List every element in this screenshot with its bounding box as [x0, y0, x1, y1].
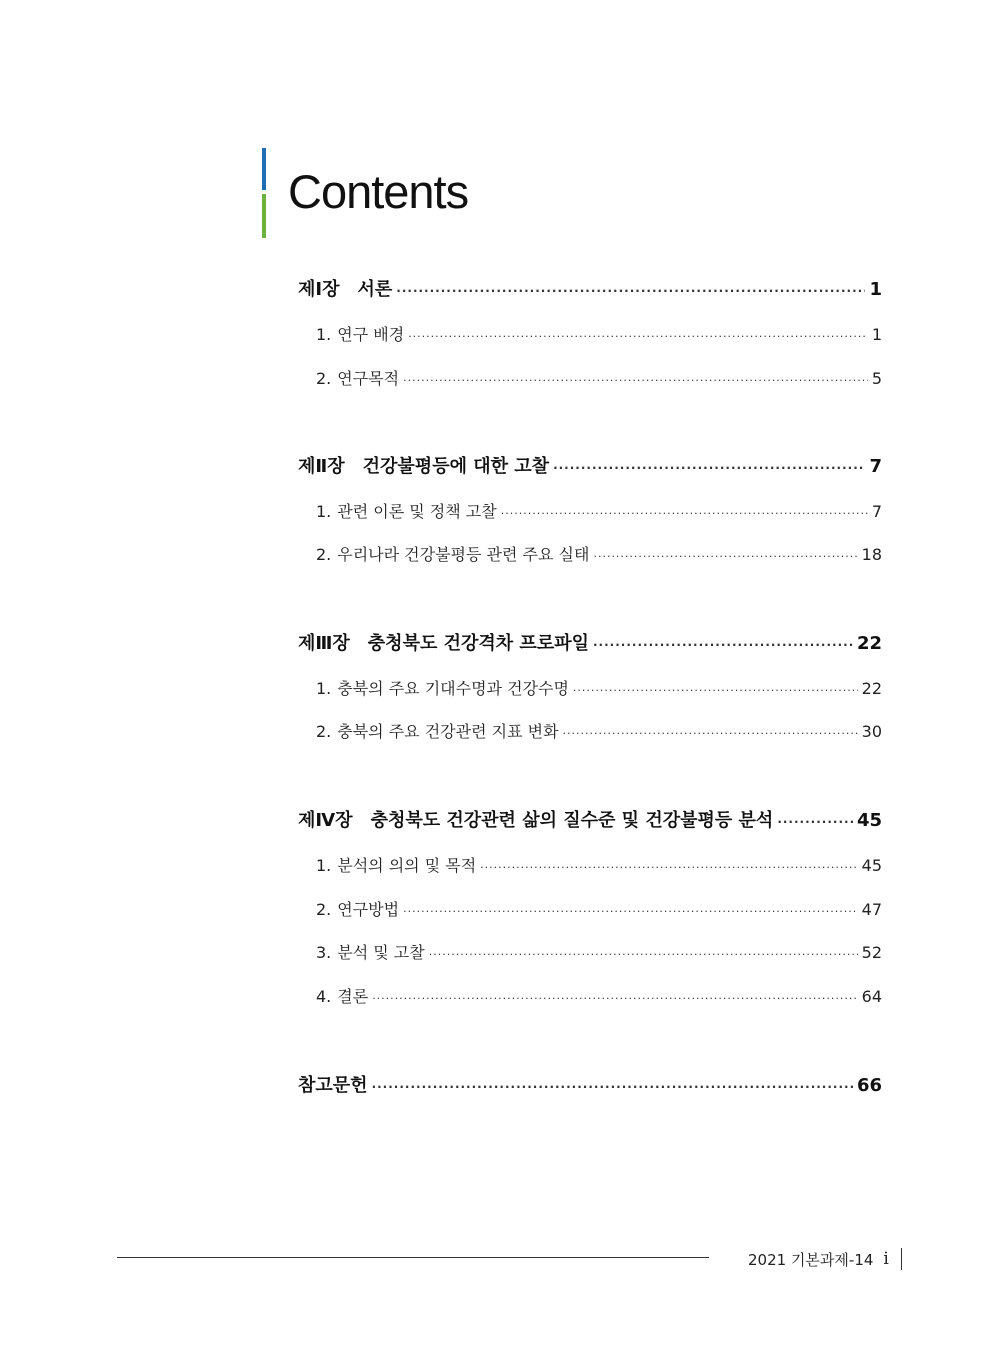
chapter-number: 제Ⅱ장: [298, 456, 345, 477]
dot-leader: [403, 905, 858, 918]
footer-divider: [901, 1248, 902, 1270]
section-title: 충북의 주요 건강관련 지표 변화: [337, 722, 559, 741]
chapter-title: 건강불평등에 대한 고찰: [362, 456, 550, 477]
dot-leader: [563, 727, 858, 740]
page-number: 22: [861, 679, 882, 698]
chapter-number: 제Ⅲ장: [298, 633, 350, 654]
page-number: 1: [871, 325, 882, 344]
page-number: 30: [861, 722, 882, 741]
page-number: 45: [856, 810, 882, 831]
toc-section-3-2[interactable]: [298, 719, 882, 742]
footer-rule: [117, 1257, 709, 1258]
title-accent-bar: [262, 148, 266, 238]
dot-leader: [403, 374, 868, 387]
accent-bar-blue: [262, 148, 266, 190]
toc-section-4-4[interactable]: [298, 984, 882, 1007]
section-title: 연구 배경: [337, 325, 405, 344]
chapter-title: 충청북도 건강격차 프로파일: [367, 633, 589, 654]
section-number: 1.: [316, 679, 332, 698]
toc-chapter-2[interactable]: [298, 452, 882, 478]
chapter-number: 제Ⅰ장: [298, 279, 340, 300]
section-title: 우리나라 건강불평등 관련 주요 실태: [337, 545, 590, 564]
section-number: 2.: [316, 545, 332, 564]
dot-leader: [777, 815, 853, 829]
chapter-title: 서론: [357, 279, 393, 300]
section-number: 3.: [316, 943, 332, 962]
section-title: 분석 및 고찰: [337, 943, 425, 962]
toc-chapter-4[interactable]: [298, 806, 882, 832]
dot-leader: [429, 948, 858, 961]
section-number: 1.: [316, 856, 332, 875]
section-number: 2.: [316, 722, 332, 741]
page-number: 18: [861, 545, 882, 564]
section-title: 결론: [337, 987, 369, 1006]
section-number: 2.: [316, 900, 332, 919]
toc-section-1-1[interactable]: [298, 322, 882, 345]
dot-leader: [372, 1080, 853, 1094]
section-title: 관련 이론 및 정책 고찰: [337, 502, 497, 521]
toc-section-3-1[interactable]: [298, 676, 882, 699]
toc-chapter-3[interactable]: [298, 629, 882, 655]
toc-references[interactable]: [298, 1071, 882, 1097]
dot-leader: [553, 461, 865, 475]
section-title: 분석의 의의 및 목적: [337, 856, 477, 875]
dot-leader: [372, 992, 857, 1005]
toc-section-4-1[interactable]: [298, 853, 882, 876]
page-title: Contents: [288, 165, 469, 218]
dot-leader: [408, 330, 868, 343]
section-title: 연구방법: [337, 900, 400, 919]
toc-chapter-1[interactable]: [298, 275, 882, 301]
page-number: 64: [861, 987, 882, 1006]
footer-report-id: 2021 기본과제-14: [748, 1250, 874, 1269]
toc-section-4-3[interactable]: [298, 940, 882, 963]
section-title: 충북의 주요 기대수명과 건강수명: [337, 679, 569, 698]
page-number: 5: [871, 369, 882, 388]
section-title: 연구목적: [337, 369, 400, 388]
chapter-title: 충청북도 건강관련 삶의 질수준 및 건강불평등 분석: [370, 810, 774, 831]
section-number: 1.: [316, 502, 332, 521]
chapter-number: 제Ⅳ장: [298, 810, 353, 831]
chapter-title: 참고문헌: [298, 1075, 368, 1096]
page-number: 45: [861, 856, 882, 875]
footer-page-number: i: [883, 1249, 889, 1269]
dot-leader: [501, 507, 868, 520]
section-number: 2.: [316, 369, 332, 388]
dot-leader: [593, 550, 857, 563]
dot-leader: [573, 684, 858, 697]
toc-section-2-2[interactable]: [298, 542, 882, 565]
dot-leader: [396, 284, 865, 298]
page-number: 7: [871, 502, 882, 521]
accent-bar-green: [262, 194, 266, 238]
page-number: 22: [856, 633, 882, 654]
page-number: 7: [869, 456, 882, 477]
toc-section-2-1[interactable]: [298, 499, 882, 522]
section-number: 1.: [316, 325, 332, 344]
page-number: 1: [869, 279, 882, 300]
dot-leader: [480, 861, 857, 874]
page-number: 66: [856, 1075, 882, 1096]
page-number: 52: [861, 943, 882, 962]
toc-section-1-2[interactable]: [298, 366, 882, 389]
page-number: 47: [861, 900, 882, 919]
toc-section-4-2[interactable]: [298, 897, 882, 920]
dot-leader: [593, 638, 853, 652]
footer: [748, 1248, 902, 1270]
section-number: 4.: [316, 987, 332, 1006]
